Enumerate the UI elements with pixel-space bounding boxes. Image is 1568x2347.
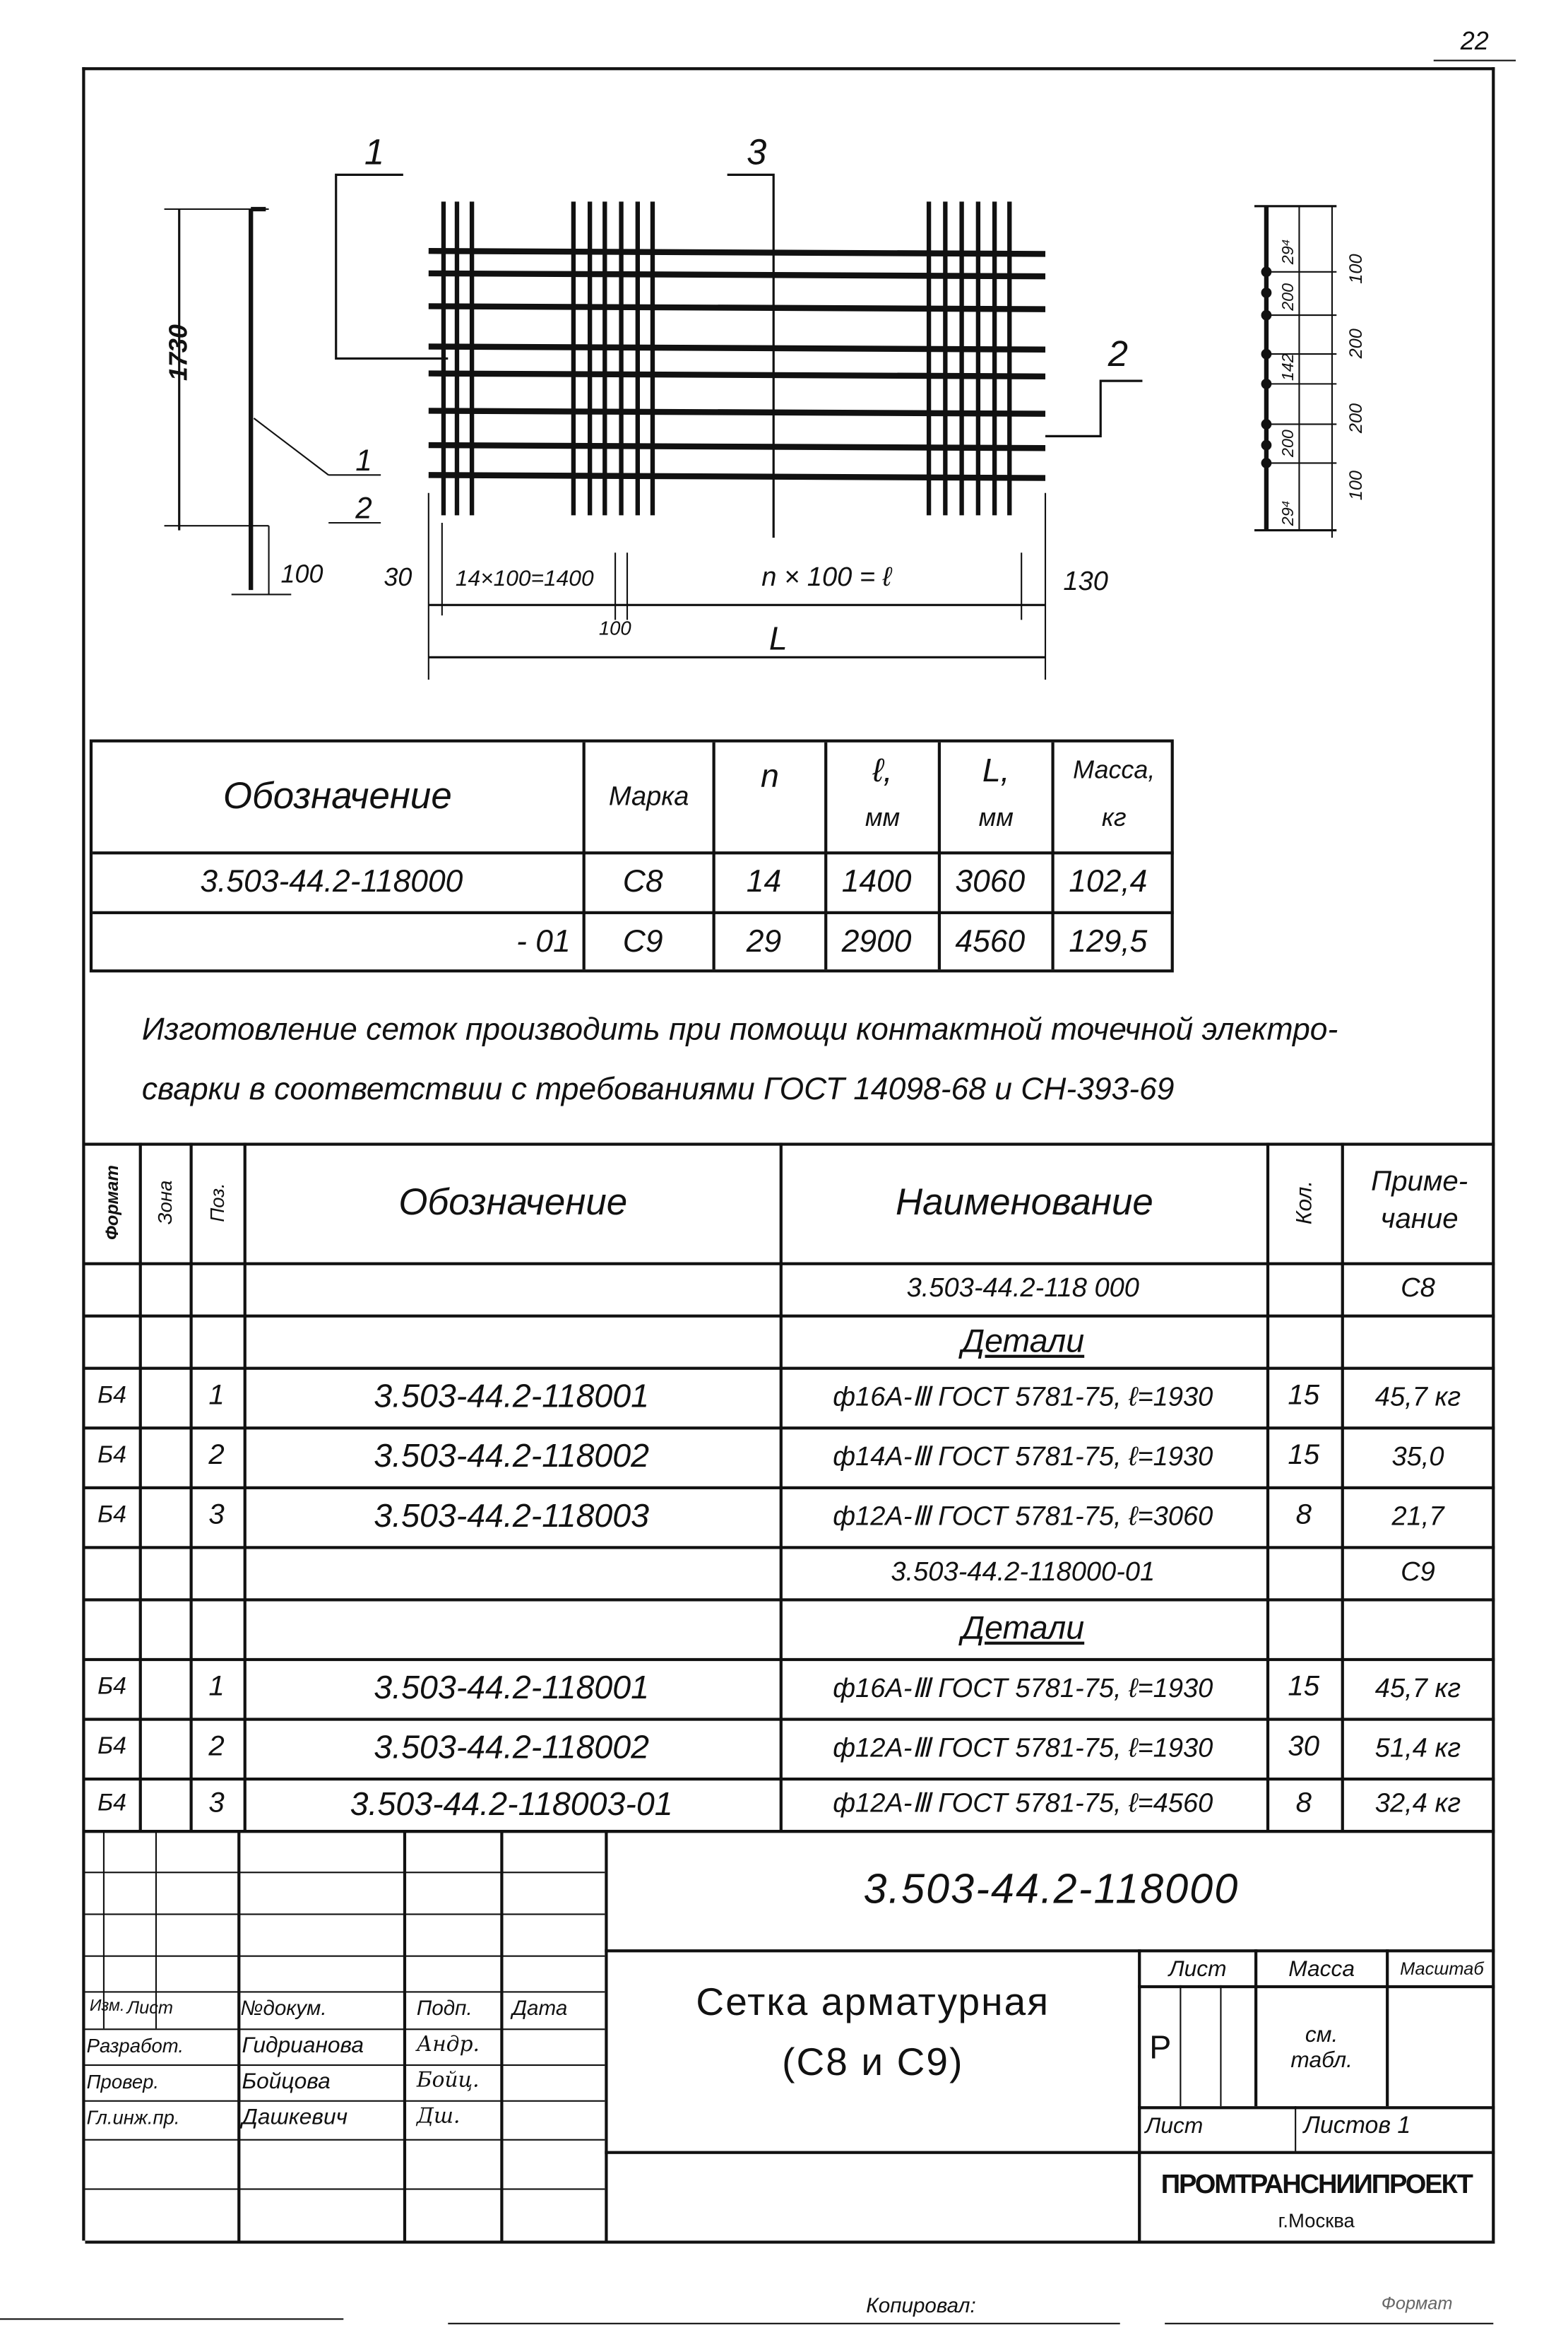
spec-designation xyxy=(247,1263,777,1315)
spec-designation: 3.503-44.2-118003-01 xyxy=(350,1784,673,1822)
spec-table xyxy=(85,1142,1495,1833)
sheet-label: Лист xyxy=(1145,2113,1204,2139)
header-l-unit: мм xyxy=(865,803,901,832)
spec-qty xyxy=(1269,1546,1338,1598)
spec-zone xyxy=(142,1426,186,1486)
stage-label: Лист xyxy=(1168,1956,1227,1982)
spec-name: 3.503-44.2-118 000 xyxy=(906,1272,1139,1303)
person-name: Дашкевич xyxy=(242,2105,348,2130)
person-name: Гидрианова xyxy=(242,2033,364,2059)
spec-note: 21,7 xyxy=(1391,1500,1444,1531)
mark-table-mass: 129,5 xyxy=(1069,924,1148,959)
spec-designation xyxy=(247,1546,777,1598)
spec-zone xyxy=(142,1486,186,1547)
mass-label: Масса xyxy=(1288,1956,1355,1982)
spec-format: Б4 xyxy=(97,1790,126,1816)
header-mark: Марка xyxy=(608,781,689,812)
spec-name: Детали xyxy=(961,1321,1085,1359)
scale-label: Масштаб xyxy=(1400,1958,1484,1980)
spec-format: Б4 xyxy=(97,1383,126,1409)
spec-zone xyxy=(142,1546,186,1598)
spec-format xyxy=(88,1315,136,1367)
spec-designation: 3.503-44.2-118003 xyxy=(374,1496,649,1535)
transverse-bars xyxy=(429,251,1045,478)
mark-table-designation: 3.503-44.2-118000 xyxy=(200,865,463,899)
col-izm: Изм. xyxy=(89,1997,125,2016)
spec-name: ф12А-Ⅲ ГОСТ 5781-75, ℓ=3060 xyxy=(833,1500,1213,1531)
spec-format xyxy=(88,1598,136,1658)
copied-by-label: Копировал: xyxy=(866,2293,976,2317)
spec-qty: 15 xyxy=(1288,1671,1320,1703)
spec-note: 35,0 xyxy=(1391,1441,1444,1471)
section-dim-outer: 100 xyxy=(1346,470,1367,501)
section-dim: 200 xyxy=(1278,430,1297,457)
header-designation: Обозначение xyxy=(398,1181,628,1223)
header-n: n xyxy=(760,756,779,794)
spec-zone xyxy=(142,1315,186,1367)
mass-value: см. табл. xyxy=(1290,2021,1353,2073)
spec-name: 3.503-44.2-118000-01 xyxy=(891,1556,1156,1587)
col-list: Лист xyxy=(126,1997,174,2018)
bottom-rule xyxy=(0,2318,343,2319)
spec-qty: 8 xyxy=(1295,1499,1312,1532)
section-dim-outer: 100 xyxy=(1346,254,1367,284)
note-line-2: сварки в соответствии с требованиями ГОСТ 14098-68 и СН-393-69 xyxy=(141,1072,1175,1107)
person-role: Гл.инж.пр. xyxy=(86,2106,180,2129)
header-qty: Кол. xyxy=(1290,1180,1317,1225)
person-signature: Дш. xyxy=(416,2105,461,2129)
header-pos: Поз. xyxy=(205,1183,228,1222)
callout-3: 3 xyxy=(747,131,767,172)
spec-zone xyxy=(142,1778,186,1830)
format-label: Формат xyxy=(1381,2293,1453,2315)
spec-format: Б4 xyxy=(97,1502,126,1528)
mesh-drawing xyxy=(0,0,1568,717)
spec-name: ф16А-Ⅲ ГОСТ 5781-75, ℓ=1930 xyxy=(833,1672,1213,1703)
spec-zone xyxy=(142,1598,186,1658)
spec-designation: 3.503-44.2-118002 xyxy=(374,1436,649,1474)
mark-table-mark: С8 xyxy=(622,865,663,899)
spec-name: ф16А-Ⅲ ГОСТ 5781-75, ℓ=1930 xyxy=(833,1381,1213,1411)
callout-1-top: 1 xyxy=(364,131,385,172)
spec-qty: 15 xyxy=(1288,1440,1320,1472)
spec-designation: 3.503-44.2-118002 xyxy=(374,1728,649,1766)
spec-pos xyxy=(193,1315,241,1367)
spec-note xyxy=(1344,1598,1492,1658)
title-line-2: (С8 и С9) xyxy=(782,2038,964,2083)
mark-table-L: 4560 xyxy=(955,924,1026,959)
section-dim: 29⁴ xyxy=(1278,500,1297,526)
mark-table-L: 3060 xyxy=(955,865,1026,899)
spec-pos: 1 xyxy=(208,1380,225,1412)
header-name: Наименование xyxy=(895,1181,1153,1223)
header-designation: Обозначение xyxy=(222,775,452,817)
spec-pos xyxy=(193,1546,241,1598)
title-line-1: Сетка арматурная xyxy=(696,1978,1050,2023)
spec-pos: 1 xyxy=(208,1671,225,1703)
spec-qty xyxy=(1269,1598,1338,1658)
bottom-rule xyxy=(448,2323,1119,2324)
org-name: ПРОМТРАНСНИИПРОЕКТ xyxy=(1160,2168,1472,2199)
header-mass: Масса, xyxy=(1073,755,1156,785)
callout-1-side: 1 xyxy=(355,444,372,478)
spec-name: ф12А-Ⅲ ГОСТ 5781-75, ℓ=1930 xyxy=(833,1732,1213,1762)
spec-pos: 3 xyxy=(208,1499,225,1532)
dim-100-mid: 100 xyxy=(598,617,631,639)
spec-name: ф12А-Ⅲ ГОСТ 5781-75, ℓ=4560 xyxy=(833,1787,1213,1819)
person-signature: Андр. xyxy=(416,2033,480,2057)
spec-note: 45,7 кг xyxy=(1374,1672,1461,1703)
callout-2: 2 xyxy=(1107,333,1129,374)
callout-2-side: 2 xyxy=(355,491,372,525)
dim-height: 1730 xyxy=(163,324,193,382)
spec-zone xyxy=(142,1658,186,1718)
spec-designation: 3.503-44.2-118001 xyxy=(374,1377,649,1415)
spec-format xyxy=(88,1546,136,1598)
mark-table-designation: - 01 xyxy=(516,924,571,959)
spec-format xyxy=(88,1263,136,1315)
person-signature: Бойц. xyxy=(416,2069,480,2093)
spec-pos xyxy=(193,1598,241,1658)
dim-first-span: 14×100=1400 xyxy=(455,564,594,591)
mark-table-mass: 102,4 xyxy=(1069,865,1148,899)
col-doc: №докум. xyxy=(240,1995,327,2020)
title-block xyxy=(85,1830,1495,2242)
person-name: Бойцова xyxy=(242,2069,331,2095)
bottom-rule xyxy=(1165,2323,1493,2324)
section-dim: 29⁴ xyxy=(1278,239,1297,265)
header-format: Формат xyxy=(101,1165,123,1240)
section-dim-outer: 200 xyxy=(1346,329,1367,359)
spec-pos: 2 xyxy=(208,1731,225,1763)
mark-table xyxy=(90,740,1174,973)
spec-note: С9 xyxy=(1401,1556,1435,1587)
spec-name: Детали xyxy=(961,1609,1085,1646)
dim-100-left: 100 xyxy=(280,559,323,589)
mark-table-mark: С9 xyxy=(622,924,663,959)
header-note: Приме-чание xyxy=(1371,1166,1468,1236)
spec-qty: 30 xyxy=(1288,1731,1320,1763)
person-role: Провер. xyxy=(86,2070,160,2093)
spec-note: 51,4 кг xyxy=(1374,1732,1461,1762)
dim-130: 130 xyxy=(1063,567,1108,597)
spec-qty: 15 xyxy=(1288,1380,1320,1412)
mark-table-n: 14 xyxy=(746,865,782,899)
spec-pos xyxy=(193,1263,241,1315)
spec-format: Б4 xyxy=(97,1734,126,1760)
spec-designation: 3.503-44.2-118001 xyxy=(374,1668,649,1706)
sheets-label: Листов 1 xyxy=(1303,2113,1411,2139)
section-dim: 200 xyxy=(1278,283,1297,311)
doc-number: 3.503-44.2-118000 xyxy=(863,1865,1240,1913)
person-role: Разработ. xyxy=(86,2034,184,2057)
spec-note: 45,7 кг xyxy=(1374,1381,1461,1411)
stage-value: Р xyxy=(1149,2028,1172,2066)
dim-mid-span: n × 100 = ℓ xyxy=(761,562,891,592)
note-line-1: Изготовление сеток производить при помощи контактной точечной электро- xyxy=(141,1012,1338,1048)
spec-name: ф14А-Ⅲ ГОСТ 5781-75, ℓ=1930 xyxy=(833,1441,1213,1471)
spec-format: Б4 xyxy=(97,1674,126,1701)
header-zone: Зона xyxy=(153,1180,176,1225)
spec-zone xyxy=(142,1718,186,1778)
dim-30: 30 xyxy=(384,562,412,591)
section-dim-outer: 200 xyxy=(1346,403,1367,434)
spec-format: Б4 xyxy=(97,1443,126,1469)
spec-note xyxy=(1344,1315,1492,1367)
col-date: Дата xyxy=(512,1995,568,2020)
org-city: г.Москва xyxy=(1278,2208,1355,2231)
spec-qty xyxy=(1269,1263,1338,1315)
spec-zone xyxy=(142,1263,186,1315)
mark-table-l: 2900 xyxy=(841,924,912,959)
header-L: L, xyxy=(982,751,1010,789)
spec-note: 32,4 кг xyxy=(1374,1787,1461,1819)
section-dim: 142 xyxy=(1278,353,1297,382)
dim-L: L xyxy=(768,620,788,657)
col-sign: Подп. xyxy=(416,1995,473,2020)
header-l: ℓ, xyxy=(872,751,893,789)
page-number: 22 xyxy=(1460,27,1489,56)
spec-qty: 8 xyxy=(1295,1787,1312,1819)
spec-pos: 2 xyxy=(208,1440,225,1472)
spec-qty xyxy=(1269,1315,1338,1367)
spec-pos: 3 xyxy=(208,1787,225,1819)
mark-table-l: 1400 xyxy=(841,865,912,899)
mark-table-n: 29 xyxy=(746,924,782,959)
header-mass-unit: кг xyxy=(1101,803,1127,832)
spec-note: С8 xyxy=(1401,1272,1435,1303)
spec-designation xyxy=(247,1315,777,1367)
spec-zone xyxy=(142,1367,186,1427)
header-L-unit: мм xyxy=(978,803,1014,832)
spec-designation xyxy=(247,1598,777,1658)
